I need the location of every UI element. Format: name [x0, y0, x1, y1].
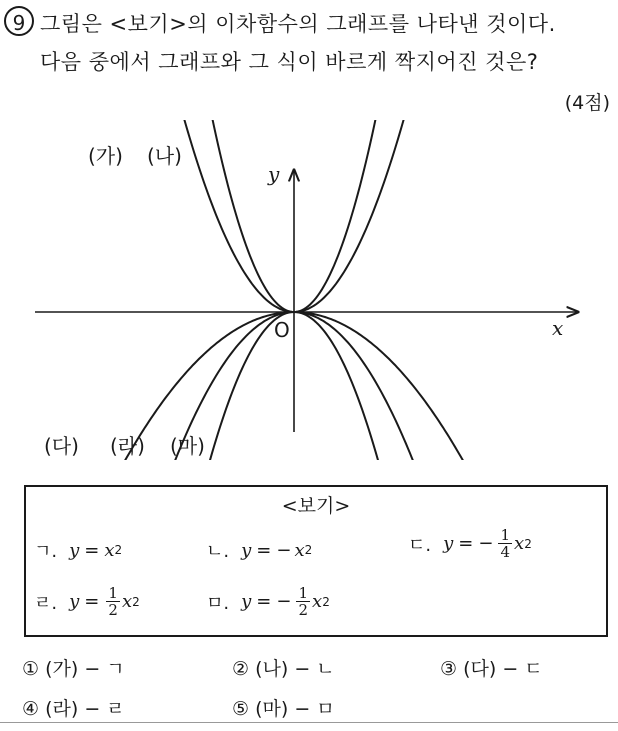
- bogi-var: x: [294, 539, 305, 561]
- graph-label-ga: (가): [88, 144, 123, 168]
- bogi-var: x: [121, 591, 133, 612]
- bogi-lhs: y: [241, 591, 252, 612]
- bogi-item-4: [34, 585, 140, 618]
- choice-4[interactable]: ④ (라) − ㄹ: [22, 698, 125, 720]
- bogi-exp: 2: [524, 536, 532, 551]
- question-number: 9: [4, 6, 34, 36]
- bogi-var: x: [104, 539, 115, 561]
- bogi-fraction: $\frac{1}{4}$: [500, 526, 511, 561]
- question-points: (4점): [564, 92, 610, 114]
- bogi-exp: 2: [304, 543, 313, 557]
- graph-label-na: (나): [147, 144, 182, 168]
- bogi-exp: 2: [322, 594, 330, 609]
- bogi-eq: =: [256, 539, 272, 561]
- choice-5[interactable]: ⑤ (마) − ㅁ: [232, 698, 335, 720]
- origin-label: O: [274, 318, 290, 342]
- bogi-eq: =: [84, 591, 100, 612]
- bogi-sign: −: [478, 533, 494, 554]
- parabola-graph: [0, 120, 618, 460]
- y-axis-label: y: [268, 162, 280, 186]
- bogi-eq: =: [256, 591, 272, 612]
- bogi-exp: 2: [132, 594, 140, 609]
- bogi-item-5: [206, 585, 330, 618]
- bogi-fraction: $\frac{1}{2}$: [108, 584, 118, 619]
- bogi-key: ㄷ.: [408, 534, 432, 556]
- bogi-lhs: y: [69, 539, 80, 561]
- bogi-key: ㄱ.: [34, 541, 58, 562]
- x-axis-label: x: [552, 316, 564, 340]
- choice-2[interactable]: ② (나) − ㄴ: [232, 658, 335, 680]
- bogi-box: [24, 485, 608, 637]
- choice-1[interactable]: ① (가) − ㄱ: [22, 658, 125, 680]
- page-divider: [0, 722, 618, 723]
- choice-3[interactable]: ③ (다) − ㄷ: [440, 658, 543, 680]
- bogi-sign: −: [276, 539, 292, 561]
- bogi-exp: 2: [114, 543, 123, 557]
- bogi-item-1: [34, 537, 122, 563]
- bogi-lhs: y: [241, 539, 252, 561]
- question-text-line2: 다음 중에서 그래프와 그 식이 바르게 짝지어진 것은?: [40, 50, 539, 74]
- graph-label-ma: (마): [170, 434, 205, 458]
- bogi-eq: =: [458, 533, 474, 554]
- question-text-line1: 그림은 <보기>의 이차함수의 그래프를 나타낸 것이다.: [40, 12, 556, 36]
- bogi-sign: −: [276, 591, 292, 612]
- bogi-var: x: [312, 591, 323, 612]
- bogi-fraction: $\frac{1}{2}$: [298, 584, 309, 619]
- bogi-lhs: y: [443, 533, 454, 554]
- graph-label-da: (다): [44, 434, 79, 458]
- bogi-lhs: y: [69, 591, 80, 612]
- bogi-item-3: [408, 527, 532, 560]
- bogi-item-2: [206, 537, 312, 563]
- curve-na: [164, 120, 402, 312]
- bogi-eq: =: [84, 539, 100, 561]
- bogi-title: <보기>: [281, 495, 351, 517]
- bogi-key: ㅁ.: [206, 592, 230, 614]
- bogi-key: ㄹ.: [34, 592, 58, 614]
- bogi-key: ㄴ.: [206, 541, 230, 562]
- graph-label-ra: (라): [110, 434, 145, 458]
- bogi-var: x: [514, 533, 525, 554]
